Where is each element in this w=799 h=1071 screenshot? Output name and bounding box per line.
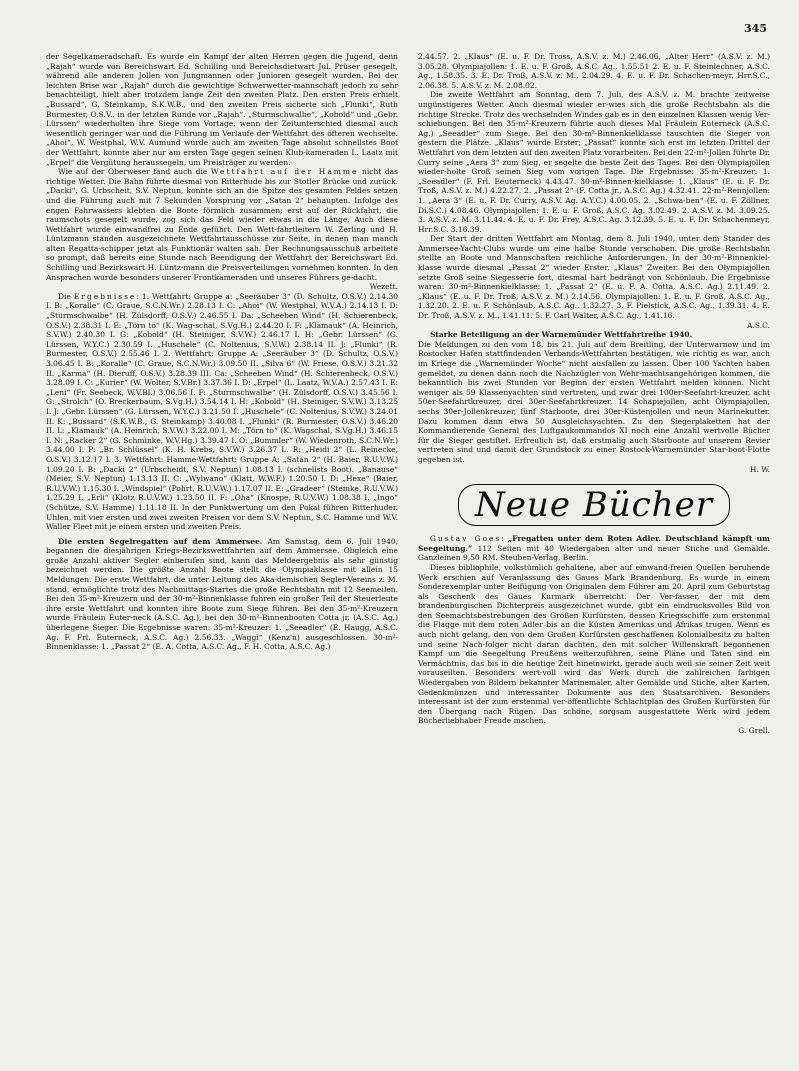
books-heading-text: Neue Bücher [458, 484, 730, 526]
books-section-heading [418, 484, 770, 526]
book-title: „Fregatten unter dem Roten Adler. Deutschland kämpft um Seegeltung.“ [418, 534, 770, 553]
results-paragraph [46, 292, 398, 532]
paragraph [46, 167, 398, 282]
paragraph [46, 537, 398, 652]
paragraph: Die Meldungen zu den vom 18. bis 21. Juli auf dem Breitling, der Unterwarnow und im Rostocker Hafen stattfindenden Verbands-Wettfahrten bestätigen, wie richtig es war, auch im Kriege die „Warnemünder Woche“ nicht ausfallen zu lassen. Über 100 Yachten haben gemeldet, zu denen dann noch die Nachzügler von Wehr-machtsangehörigen kommen, die bekanntlich bis zwei Stunden vor Beginn der ersten Wettfahrt melden können. Nicht weniger als 59 Klassenyachten sind vertreten, und zwar drei 100er-Seefahrt-kreuzer, acht 50er-Seefahrtkreuzer, drei 30er-Seefahrtkreuzer, 14 Schapiejollen, acht Olympiajollen, sechs 30er-Jollenkreuzer, fünf Starboote, drei 30er-Küstenjollen und neun Marinekutter. Dazu kommen dann etwa 50 Ausgleichsyachten. Zu den Siegerplaketten hat der Kommandierende General des Luftgaukommandos XI noch eine Anzahl wertvolle Bücher für die Sieger gestiftet. Erfreulich ist, daß erstmalig auch Starboote auf unserem Revier vertreten sind und damit der Grundstock zu einer Rostock-Warnemünder Star-boot-Flotte gegeben ist. [418, 339, 770, 464]
spaced-text: Ergebnisse [73, 291, 137, 301]
section-heading: Die ersten Segelregatten auf dem Ammersee. [58, 536, 263, 546]
text-run: Am Samstag, dem 6. Juli 1940, begannen die diesjährigen Kriegs-Bezirkswettfahrten auf dem Ammersee. Obgleich eine große Anzahl aktiver Segler einberufen sind, kann das Meldeergebnis als sehr günstig bezeichnet werden. Die größte Anzahl Boote stellt die Olympiaklasse mit allein 15 Meldungen. Die erste Wettfahrt, die unter Leitung des Aka-demischen Segler-Vereins z. M. stand, ermöglichte trotz des Nachmittags-Startes die große Rechtsbahn mit 12 Seemeilen. Bei den 35-m²-Kreuzern und der 30-m²-Binnenklasse fuhren ein großer Teil der Steuerleute ihre erste Wettfahrt und konnten ihre Boote zum Siege führen. Bei den 35-m²-Kreuzern wurde Fräulein Euter-neck (A.S.C. Ag.), bei den 30-m²-Binnenbooten Cotta jr. (A.S.C. Ag.) überlegene Sieger. Die Ergebnisse waren: 35-m²-Kreuzer: 1. „Seeadler“ (E. Haugg, A.S.C. Ag. F. Frl. Euterneck, A.S.C. Ag.) 2.56.33. „Waggi“ (Kenz'n) ausgeschlossen. 30-m²-Binnenklasse: 1. „Passat 2“ (E. A. Cotta, A.S.C. Ag., F. H. Cotta, A.S.C. Ag.) [46, 536, 398, 652]
paragraph: 2.44.57. 2. „Klaus“ (E. u. F. Dr. Tross, A.S.V. z. M.) 2.46.06, „Alter Herr“ (A.S.V. z. M.) 3.05.28. Olympiajollen: 1. E. u. F. Groß, A.S.C. Ag., 1.55.51 2. E. u. F. Steinlechner, A.S.C. Ag., 1.58.35. 3. E. Dr. Troß, A.S.V. z. M., 2.04.29. 4. E. u. F. Dr. Schachen-meyr, Hrr.S.C., 2.06.38. 5. A.S.V. z. M. 2.08.02. [418, 52, 770, 90]
paragraph: der Segelkameradschaft. Es wurde ein Kampf der alten Herren gegen die Jugend, denn „Rajah“ wurde von Bereichswart Ed. Schilling und Bereichsdietwart Jul. Prüser gesegelt, während alle anderen Jollen von Jungmannen oder Junioren gesegelt wurden. Bei der leichten Brise war „Rajah“ durch die gewichtige Schwerwetter-mannschaft jedoch zu sehr benachteiligt, hielt aber trotzdem lange Zeit den zweiten Platz. Den ersten Preis erhielt „Bussard“, G. Steinkamp, S.K.W.B., und den zweiten Preis sicherte sich „Flunki“, Ruth Burmester, O.S.V., in der letzten Runde vor „Rajah“. „Sturmschwalbe“, „Kobold“ und „Gebr. Lürssen“ wiederholten ihre Siege vom Vortage, wenn der Zeitunterschied diesmal auch wesentlich geringer war und die Führung im Verlaufe der Wettfahrt des öfteren wechselte. „Ahoi“, W. Westphal, W.V. Aumund wurde auch am zweiten Tage absolut schnellstes Boot der Wettfahrt, konnte aber nur am ersten Tage gegen seinen Klub-kameraden L. Laatz mit „Erpel“ die Vergütung heraussegeln, um Preisträger zu werden. [46, 52, 398, 167]
signature: H. W. [749, 464, 770, 474]
left-column [46, 52, 398, 1052]
spaced-text: Wettfahrt auf der Hamme [210, 167, 359, 177]
text-run: Wie auf der Oberweser fand auch die [58, 167, 211, 177]
book-citation: Gustav Goes: „Fregatten unter dem Roten Adler. Deutschland kämpft um Seegeltung.“ 112 Seiten mit 40 Wiedergaben alter und neuer Stiche und Gemälde. Ganzleinen 9,50 RM. Steuben-Verlag, Berlin. [418, 534, 770, 563]
signature: G. Grell. [738, 726, 770, 735]
text-run: Die [58, 291, 74, 301]
paragraph: Der Start der dritten Wettfahrt am Montag, dem 8. Juli 1940, unter dem Stander des Ammersee-Yacht-Clubs wurde um eine halbe Stunde verschoben. Die große Rechtsbahn stellte an Boote und Mannschaften reichliche Anforderungen. In der 30-m²-Binnenkiel-klasse wurde diesmal „Passat 2“ wieder Erster, „Klaus“ Zweiter. Bei den Olympiajollen setzte Groß seine Siegesserie fort, diesmal hart bedrängt von Schönlaub. Die Ergebnisse waren: 30-m²-Binnenkielklasse: 1. „Passat 2“ (E. u. F. A. Cotta, A.S.C. Ag.) 2.11.49. 2. „Klaus“ (E. u. F. Dr. Troß, A.S.V. z. M.) 2.14.56. Olympiajollen: 1. E. u. F. Groß, A.S.C. Ag., 1.32.20. 2. E. u. F. Schönlaub, A.S.C. Ag., 1.32.27. 3. F. Pielstick, A.S.C. Ag., 1.39.31. 4. E. Dr. Troß, A.S.V. z. M., 1.41.11. 5. F. Carl Walter, A.S.C. Ag., 1.41.16. [418, 234, 770, 321]
review-paragraph: Dieses bibliophile, volkstümlich gehaltene, aber auf einwand-freien Quellen beruhende Werk erschien auf Veranlassung des Gaues Mark Brandenburg. Es wurde in einem Sonderexemplar unter Beifügung von Originalen dem Führer am 20. April zum Geburtstag als Geschenk des Gaues Kurmark überreicht. Der Ver-fasser, der mit dem brandenburgischen Dichterpreis ausgezeichnet wurde, gibt ein eindrucksvolles Bild von den Seemachtsbestrebungen des Großen Kurfürsten, dessen Kriegsschiffe zum erstenmal die Flagge mit dem roten Adler bis an die Küsten Amerikas und Afrikas trugen. Wenn es auch nicht gelang, den von dem Großen Kurfürsten geschaffenen Kolonialbesitz zu halten und seine Nach-folger nicht daran dachten, den mit solcher Willenskraft begonnenen Kampf um die Seegeltung Preußens weiterzuführen, seine Pläne und Taten sind ein Vermächtnis, das bis in die heutige Zeit hineinwirkt, gerade auch weil sie seiner Zeit weit vorauseilten. Besonders wert-voll wird das Werk durch die zahlreichen farbigen Wiedergaben von Bildern bekannter Marinemaler, alter Gemälde und Stiche, alter Karten, Gedenkmünzen und interessanter Dokumente aus den Staatsarchiven. Besonders interessant ist der zum erstenmal ver-öffentlichte Schlachtplan des Großen Kurfürsten für den Übergang nach Rügen. Das schöne, sorgsam ausgestattete Werk wird jedem Bücherliebhaber Freude machen. [418, 562, 770, 726]
right-column [418, 52, 770, 1052]
page-number: 345 [744, 22, 767, 35]
book-author: Gustav Goes [430, 534, 502, 544]
text-run: nicht das richtige Wetter. Die Bahn führte diesmal von Ritterhude bis zur Stotler Brücke und zurück. „Dacki“, G. Urbscheit, S.V. Neptun, konnte sich an die Spitze des gesamten Feldes setzen und die Führung auch mit 7 Sekunden Vorsprung vor „Satan 2“ behaupten. Infolge des engen Fahrwassers klebten die Boote förmlich zusammen; erst auf der Rückfahrt, die raumschots gesegelt wurde, zog sich das Feld wieder etwas in die Länge. Auch diese Wettfahrt wurde einwandfrei zu Ende geführt. Den Wett-fahrtleitern W. Zerling und H. Lüntzmann standen ausgezeichnete Wettfahrtausschüsse zur Seite, in denen man manch alten Regatta-schipper jetzt als Funktionär walten sah. Der Rechnungsausschuß arbeitete so prompt, daß bereits eine Stunde nach Beendigung der Wettfahrt der Bereichswart Ed. Schilling und Bezirkswart H. Lüntz-mann die Preisverteilungen vornehmen konnten. In den Ansprachen wurde besonders unserer Frontkameraden und unseres Führers ge-dacht. [46, 167, 398, 282]
section-heading: Starke Beteiligung an der Warnemünder Wettfahrtreihe 1940. [430, 330, 693, 340]
paragraph: Die zweite Wettfahrt am Sonntag, dem 7. Juli, des A.S.V. z. M. brachte zeitweise ungünstigeres Wetter. Auch diesmal wieder er-wies sich die große Rechtsbahn als die richtige Strecke. Trotz des wechselnden Windes gab es in den einzelnen Klassen wenig Ver-schiebungen. Bei den 35-m²-Kreuzern führte auch dieses Mal Fräulein Euterneck (A.S.C. Ag.) „Seeadler“ zum Siege. Bei den 30-m²-Binnenkielklasse tauschten die Sieger von gestern die Plätze. „Klaus“ wurde Erster; „Passat“ konnte sich erst im letzten Drittel der Wettfahrt von dem letzten auf den zweiten Platz vorarbeiten. Bei den 22-m²-Jollen führte Dr. Curry seine „Aera 3“ zum Sieg, er segelte die beste Zeit des Tages. Bei den Olympiajollen wieder-holte Groß seinen Sieg vom vorigen Tage. Die Ergebnisse: 35-m²-Kreuzer: 1. „Seeadler“ (F. Frl. Eeuterneck) 4.43.47. 30-m²-Binnen-kielklasse: 1. „Klaus“ (E. u. F. Dr. Troß, A.S.V. z. M.) 4.22.27. 2. „Passat 2“ (F. Cotta jr., A.S.C. Ag.) 4.32.41. 22-m²-Rennjollen: 1. „Aera 3“ (E. u. F. Dr. Curry, A.S.V. Ag. A.Y.C.) 4.00.05. 2. „Schwa-ben“ (E. u. F. Zöllner, Di.S.C.) 4.08.46. Olympiajollen: 1. E. u. F. Groß, A.S.C. Ag. 3.02.49. 2. A.S.V. z. M. 3.09.25. 3. A.S.V. z. M. 3.11.44. 4. E. u. F. Dr. Frey, A.S.C. Ag. 3.12.39. 5. E. u. F. Dr. Schachenmeyr, Hrr.S.C. 3.16.39. [418, 90, 770, 234]
signature: Wezett. [369, 282, 398, 292]
text-run: : 1. Wettfahrt: Gruppe a: „Seeräuber 3“ (D. Schultz, O.S.V.) 2.14.30 I. B: „Koralle“ (C. Graue, S.C.N.Wr.) 2.28.13 I. C: „Ahoi“ (W. Westphal, W.V.A.) 2.14.13 I. D: „Sturmschwalbe“ (H. Zülsdorff, O.S.V.) 2.46.55 I. Da: „Scheeben Wind“ (H. Schierenbeck, O.S.V.) 2.38.31 I. E: „Törn to“ (K. Wag-schal, S.Vg.H.) 2.44.20 I. F: „Klamauk“ (A. Heinrich, S.V.W.) 2.40.30 I. G: „Kobold“ (H. Steiniger, S.V.W.) 2.46.17 I. H: „Gebr. Lürssen“ (G. Lürssen, W.Y.C.) 2.30.59 I. „Huschele“ (C. Noltenius, S.V.W.) 2.38.14 II. J: „Flunki“ (R. Burmester, O.S.V.) 2.55.46 I. 2. Wettfahrt: Gruppe A: „Seeräuber 3“ (D. Schultz, O.S.V.) 3.06.45 I. B: „Koralle“ (C. Graue, S.C.N.Wr.) 3.09.50 II. „Silva 6“ (W. Friese, O.S.V.) 3.21.32 II. „Karma“ (H. Dieruff, O.S.V.) 3.28.39 III. Ca: „Scheeben Wind“ (H. Schierenbeck, O.S.V.) 3.28.09 I. C: „Kurier“ (W. Wolter, S.V.Br.) 3.37.36 I. D: „Erpel“ (L. Laatz, W.V.A.) 2.57.43 I. E: „Leni“ (Fr. Seebeck, W.V.Bl.) 3.06.56 I. F: „Sturmschwalbe“ (H. Zülsdorff, O.S.V.) 3.45.56 I. G: „Strolch“ (O. Breckerbaum, S.Vg.H.) 3.54.14 I. H: „Kobold“ (H. Steiniger, S.V.W.) 3.13.25 I. J: „Gebr. Lürssen“ (G. Lürssen, W.Y.C.) 3.21.50 I. „Huschele“ (C. Noltenius, S.V.W.) 3.24.01 II. K: „Bussard“ (S.K.W.B., G. Steinkamp) 3.40.08 I. „Flunki“ (R. Burmester, O.S.V.) 3.46.20 II. L: „Klamauk“ (A. Heinrich, S.V.W.) 3.22.00 I. M: „Törn to“ (K. Wagschal, S.Vg.H.) 3.46.15 I. N: „Racker 2“ (G. Schminke, W.V.Hg.) 3.39.47 I. O: „Bummler“ (W. Wiedenroth, S.C.N.Wr.) 3.44.00 I. P: „Br. Schlüssel“ (K. H. Krebs, S.V.W.) 3.26.37 L. R: „Heidi 2“ (L. Reinecke, O.S.V.) 3.12.17 I. 3. Wettfahrt: Hamme-Wettfahrt: Gruppe A: „Satan 2“ (H. Baier, R.U.V.W.) 1.09.20 I. B: „Dacki 2“ (Urbscheidt, S.V. Neptun) 1.08.13 I. (schnellsts Boot). „Banause“ (Meier, S.V. Neptun) 1.13.13 II. C: „Wylwano“ (Klatt, W.W.F.) 1.20.50 I. D: „Hexe“ (Baier, R.U.V.W.) 1.15.30 I. „Windspiel“ (Pohrt, R.U.V.W.) 1.17.07 II. E: „Gradeer“ (Stemke, R.U.V.W.) 1.25.29 I. „Erli“ (Klotz R.U.V.W.) 1.23.50 II. F: „Oha“ (Knospe, R.U.V.W.) 1.08.38 I. „Ingo“ (Schütze, S.V. Hamme) 1.11.18 II. In der Punktwertung um den Pokal führen Ritterhuder. Uhlen, mit vier ersten und zwei zweiten Preisen vor dem S.V. Neptun, S.C. Hamme und W.V. Waller Fleet mit je einem ersten und zweiten Preis. [46, 291, 398, 532]
book-details: 112 Seiten mit 40 Wiedergaben alter und neuer Stiche und Gemälde. Ganzleinen 9,50 RM. Steuben-Verlag, Berlin. [418, 543, 770, 563]
signature: A.S.C. [747, 320, 770, 330]
